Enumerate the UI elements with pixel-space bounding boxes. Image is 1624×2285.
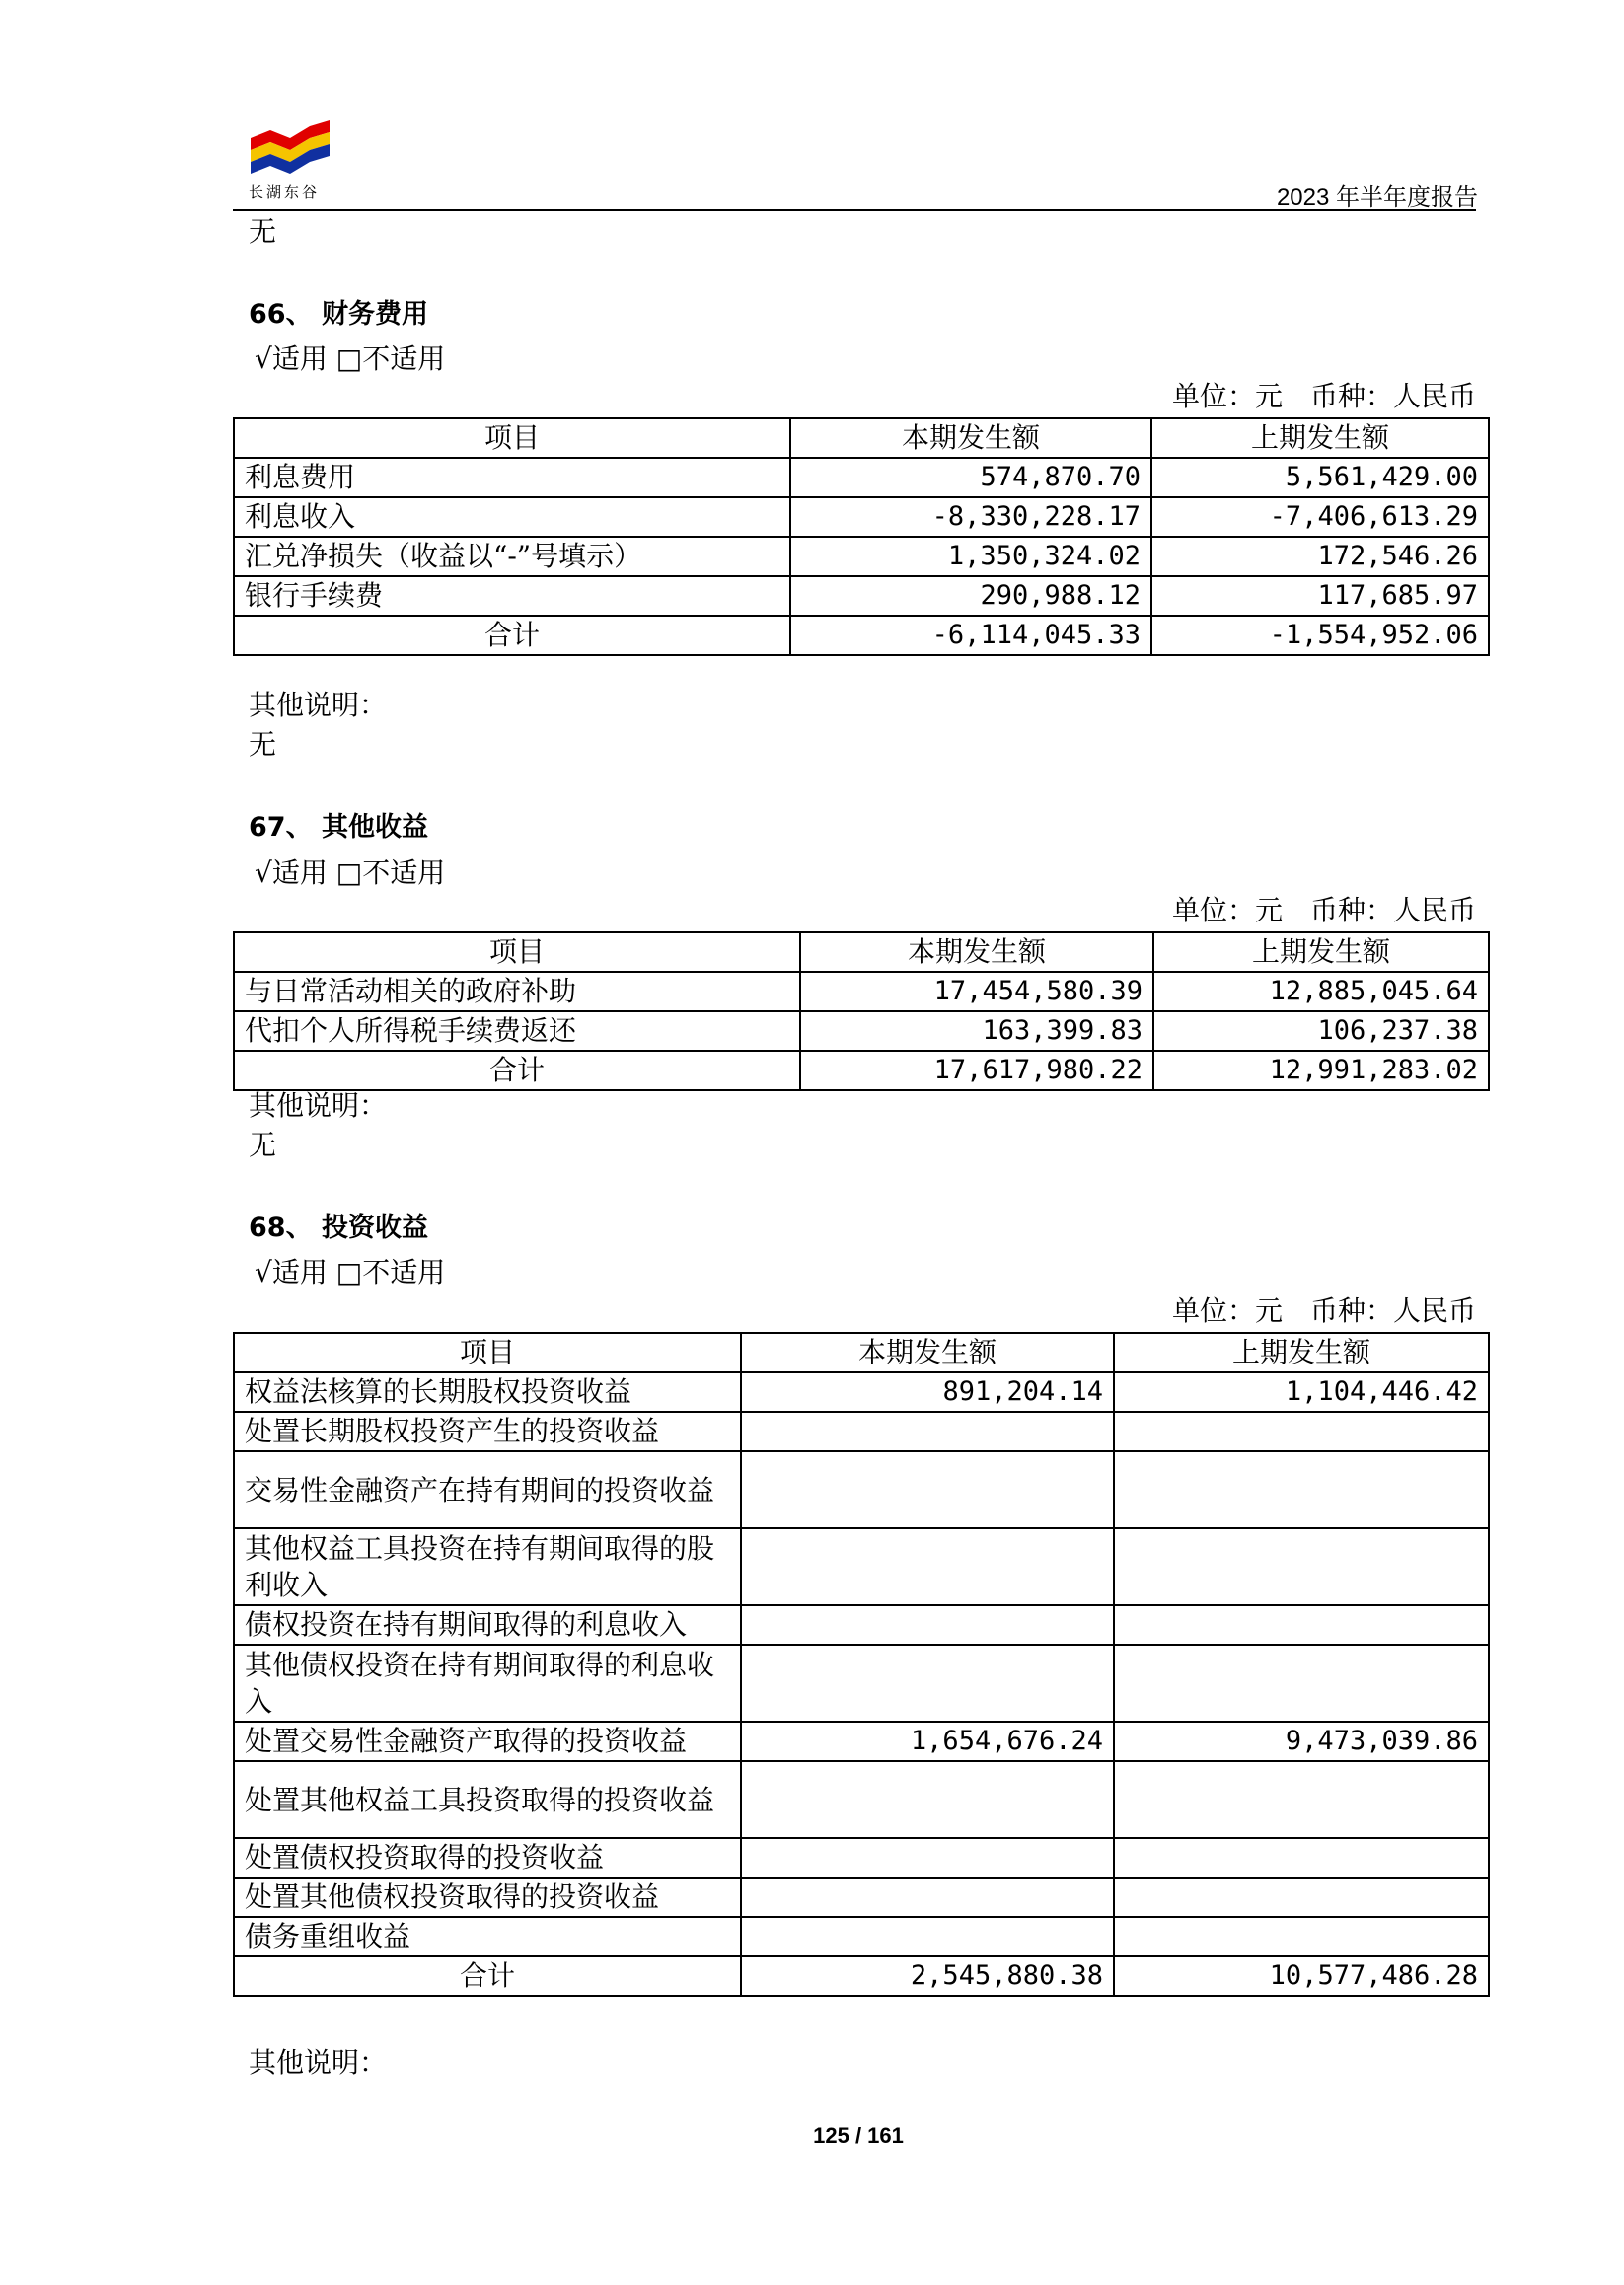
row-item: 处置其他债权投资取得的投资收益 bbox=[234, 1878, 741, 1917]
prior-amount bbox=[1114, 1451, 1489, 1528]
section-67-note-label: 其他说明： bbox=[249, 1089, 388, 1122]
current-total: -6,114,045.33 bbox=[790, 616, 1151, 655]
row-item: 处置其他权益工具投资取得的投资收益 bbox=[234, 1761, 741, 1838]
current-amount: 163,399.83 bbox=[800, 1011, 1153, 1051]
row-item: 利息费用 bbox=[234, 458, 790, 497]
column-header: 本期发生额 bbox=[741, 1333, 1114, 1372]
total-label: 合计 bbox=[234, 1051, 800, 1090]
table-row bbox=[234, 1761, 1489, 1838]
table-row bbox=[234, 972, 1489, 1011]
row-item: 其他权益工具投资在持有期间取得的股利收入 bbox=[234, 1528, 741, 1605]
table-row bbox=[234, 1528, 1489, 1605]
row-item: 处置长期股权投资产生的投资收益 bbox=[234, 1412, 741, 1451]
row-item: 代扣个人所得税手续费返还 bbox=[234, 1011, 800, 1051]
prior-amount bbox=[1114, 1412, 1489, 1451]
prior-amount: -7,406,613.29 bbox=[1151, 497, 1489, 537]
header-divider bbox=[233, 209, 1476, 211]
other-income-table bbox=[233, 931, 1490, 1091]
row-item: 银行手续费 bbox=[234, 576, 790, 616]
current-amount bbox=[741, 1605, 1114, 1645]
page-number: 125 / 161 bbox=[813, 2123, 904, 2148]
prior-amount bbox=[1114, 1761, 1489, 1838]
prior-amount bbox=[1114, 1605, 1489, 1645]
current-amount bbox=[741, 1761, 1114, 1838]
current-amount: 1,350,324.02 bbox=[790, 537, 1151, 576]
section-66-applicability: √适用 □不适用 bbox=[255, 342, 446, 375]
logo-stripes-icon bbox=[249, 116, 332, 178]
section-66-note-label: 其他说明： bbox=[249, 689, 388, 721]
table-row bbox=[234, 458, 1489, 497]
top-note-text: 无 bbox=[249, 215, 277, 248]
prior-total: 12,991,283.02 bbox=[1153, 1051, 1489, 1090]
logo-text: 长湖东谷 bbox=[249, 184, 321, 201]
prior-amount bbox=[1114, 1645, 1489, 1722]
table-row bbox=[234, 1722, 1489, 1761]
total-label: 合计 bbox=[234, 1956, 741, 1996]
prior-amount bbox=[1114, 1838, 1489, 1878]
section-68-applicability: √适用 □不适用 bbox=[255, 1256, 446, 1289]
table-row bbox=[234, 1412, 1489, 1451]
table-row bbox=[234, 576, 1489, 616]
company-logo bbox=[249, 116, 332, 178]
table-header-row bbox=[234, 418, 1489, 458]
prior-amount: 12,885,045.64 bbox=[1153, 972, 1489, 1011]
table-row bbox=[234, 1011, 1489, 1051]
prior-amount bbox=[1114, 1917, 1489, 1956]
current-total: 2,545,880.38 bbox=[741, 1956, 1114, 1996]
section-66-unit: 单位：元 币种：人民币 bbox=[1171, 380, 1476, 412]
finance-expense-table bbox=[233, 417, 1490, 656]
prior-total: -1,554,952.06 bbox=[1151, 616, 1489, 655]
current-amount: 17,454,580.39 bbox=[800, 972, 1153, 1011]
column-header: 项目 bbox=[234, 418, 790, 458]
row-item: 处置债权投资取得的投资收益 bbox=[234, 1838, 741, 1878]
prior-amount: 1,104,446.42 bbox=[1114, 1372, 1489, 1412]
current-amount: 574,870.70 bbox=[790, 458, 1151, 497]
current-amount bbox=[741, 1917, 1114, 1956]
row-item: 债权投资在持有期间取得的利息收入 bbox=[234, 1605, 741, 1645]
section-67-applicability: √适用 □不适用 bbox=[255, 856, 446, 889]
column-header: 项目 bbox=[234, 932, 800, 972]
column-header: 项目 bbox=[234, 1333, 741, 1372]
current-amount: 891,204.14 bbox=[741, 1372, 1114, 1412]
table-row bbox=[234, 1451, 1489, 1528]
section-66-title: 66、 财务费用 bbox=[249, 299, 428, 330]
row-item: 交易性金融资产在持有期间的投资收益 bbox=[234, 1451, 741, 1528]
current-amount bbox=[741, 1838, 1114, 1878]
table-row bbox=[234, 537, 1489, 576]
current-amount: 1,654,676.24 bbox=[741, 1722, 1114, 1761]
prior-amount bbox=[1114, 1878, 1489, 1917]
column-header: 上期发生额 bbox=[1153, 932, 1489, 972]
row-item: 利息收入 bbox=[234, 497, 790, 537]
table-total-row bbox=[234, 1956, 1489, 1996]
table-total-row bbox=[234, 616, 1489, 655]
prior-amount: 9,473,039.86 bbox=[1114, 1722, 1489, 1761]
investment-income-table bbox=[233, 1332, 1490, 1997]
section-67-unit: 单位：元 币种：人民币 bbox=[1171, 894, 1476, 926]
current-amount bbox=[741, 1412, 1114, 1451]
row-item: 权益法核算的长期股权投资收益 bbox=[234, 1372, 741, 1412]
section-67-title: 67、 其他收益 bbox=[249, 812, 428, 843]
section-68-unit: 单位：元 币种：人民币 bbox=[1171, 1294, 1476, 1327]
row-item: 其他债权投资在持有期间取得的利息收入 bbox=[234, 1645, 741, 1722]
prior-amount: 117,685.97 bbox=[1151, 576, 1489, 616]
table-row bbox=[234, 1838, 1489, 1878]
row-item: 处置交易性金融资产取得的投资收益 bbox=[234, 1722, 741, 1761]
prior-amount: 172,546.26 bbox=[1151, 537, 1489, 576]
table-row bbox=[234, 1878, 1489, 1917]
prior-total: 10,577,486.28 bbox=[1114, 1956, 1489, 1996]
prior-amount: 5,561,429.00 bbox=[1151, 458, 1489, 497]
table-row bbox=[234, 1917, 1489, 1956]
prior-amount bbox=[1114, 1528, 1489, 1605]
table-row bbox=[234, 1372, 1489, 1412]
table-header-row bbox=[234, 932, 1489, 972]
table-total-row bbox=[234, 1051, 1489, 1090]
prior-amount: 106,237.38 bbox=[1153, 1011, 1489, 1051]
column-header: 本期发生额 bbox=[790, 418, 1151, 458]
table-header-row bbox=[234, 1333, 1489, 1372]
current-amount bbox=[741, 1645, 1114, 1722]
current-amount bbox=[741, 1878, 1114, 1917]
table-row bbox=[234, 497, 1489, 537]
report-title: 2023 年半年度报告 bbox=[1276, 184, 1478, 211]
row-item: 债务重组收益 bbox=[234, 1917, 741, 1956]
column-header: 本期发生额 bbox=[800, 932, 1153, 972]
current-total: 17,617,980.22 bbox=[800, 1051, 1153, 1090]
row-item: 汇兑净损失（收益以“-”号填示） bbox=[234, 537, 790, 576]
table-row bbox=[234, 1605, 1489, 1645]
total-label: 合计 bbox=[234, 616, 790, 655]
table-row bbox=[234, 1645, 1489, 1722]
current-amount: -8,330,228.17 bbox=[790, 497, 1151, 537]
current-amount bbox=[741, 1451, 1114, 1528]
column-header: 上期发生额 bbox=[1151, 418, 1489, 458]
section-66-note-text: 无 bbox=[249, 728, 277, 761]
column-header: 上期发生额 bbox=[1114, 1333, 1489, 1372]
section-68-note-label: 其他说明： bbox=[249, 2046, 388, 2079]
section-67-note-text: 无 bbox=[249, 1129, 277, 1161]
row-item: 与日常活动相关的政府补助 bbox=[234, 972, 800, 1011]
current-amount: 290,988.12 bbox=[790, 576, 1151, 616]
current-amount bbox=[741, 1528, 1114, 1605]
section-68-title: 68、 投资收益 bbox=[249, 1213, 428, 1243]
